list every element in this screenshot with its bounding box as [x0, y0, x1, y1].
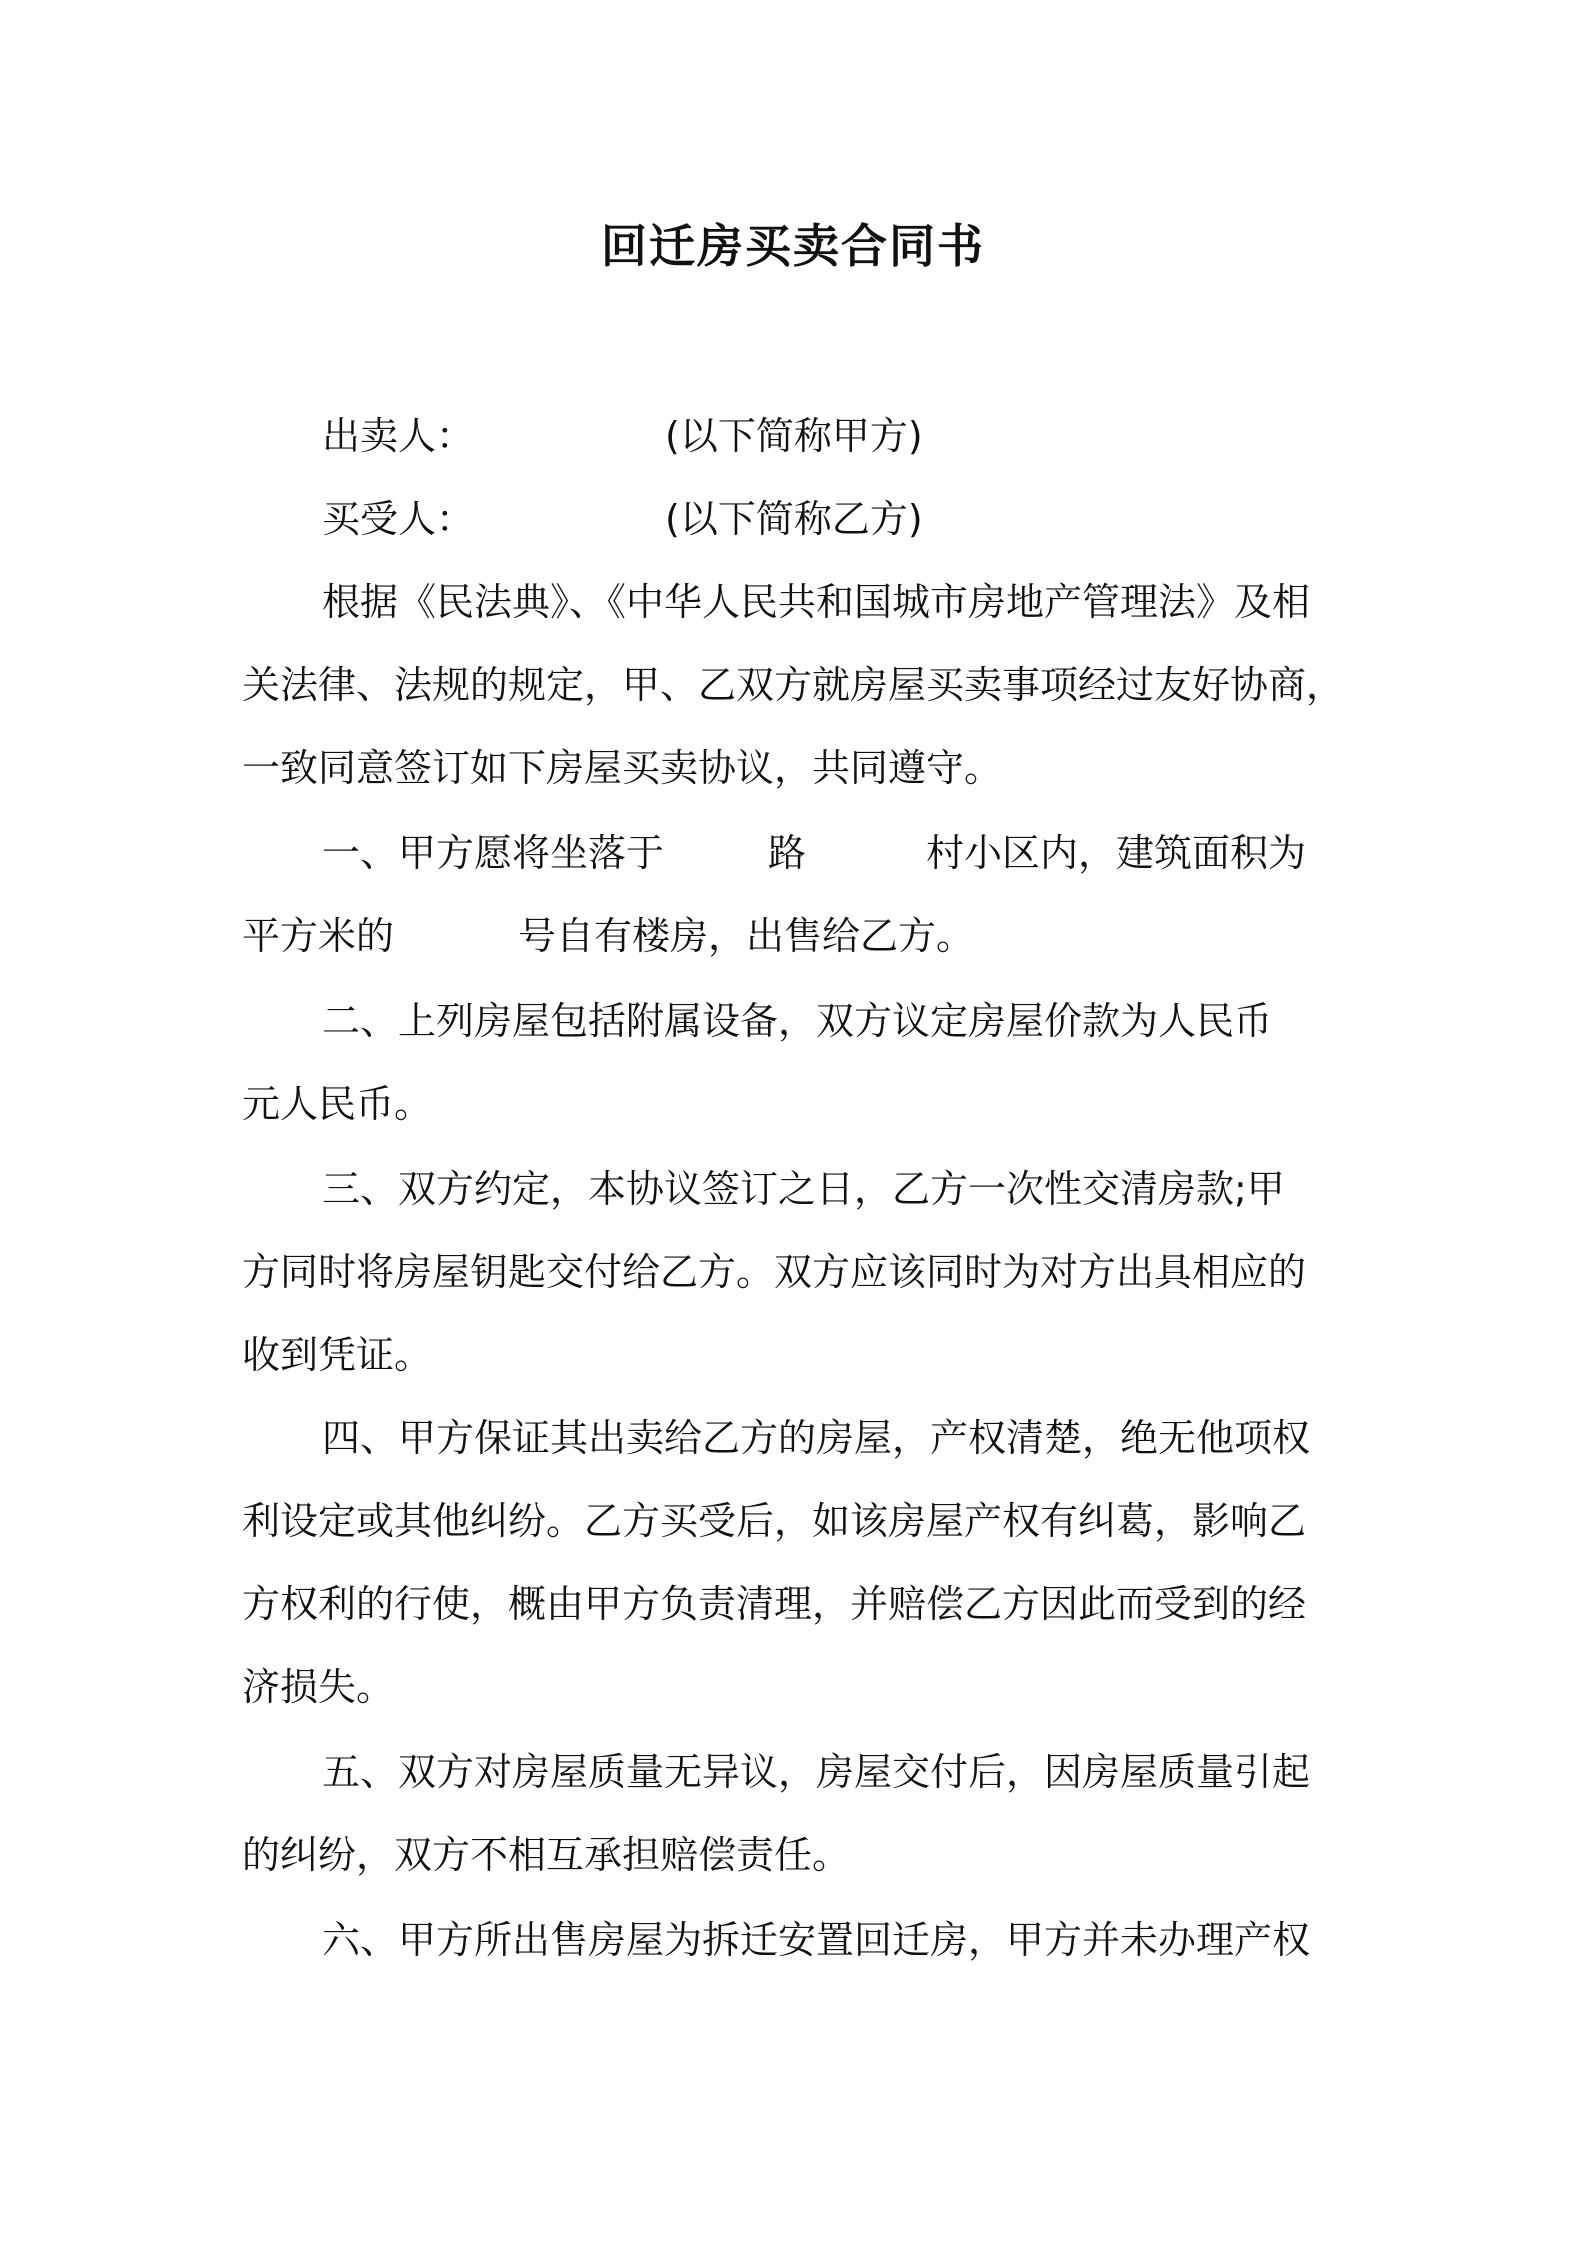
clause-1-text-a: 一、甲方愿将坐落于 [322, 831, 665, 875]
preamble-line-1: 根据《民法典》、《中华人民共和国城市房地产管理法》及相 [322, 580, 1311, 624]
clause-3-line-2: 方同时将房屋钥匙交付给乙方。双方应该同时为对方出具相应的 [242, 1250, 1307, 1294]
clause-4-line-2: 利设定或其他纠纷。乙方买受后，如该房屋产权有纠葛，影响乙 [242, 1499, 1307, 1543]
clause-1-text-c: 村小区内，建筑面积为 [926, 831, 1307, 875]
clause-1-text-b: 路 [768, 831, 807, 875]
preamble-line-2: 关法律、法规的规定，甲、乙双方就房屋买卖事项经过友好协商， [242, 663, 1345, 707]
clause-1-line-2 [242, 908, 974, 964]
clause-4-line-1: 四、甲方保证其出卖给乙方的房屋，产权清楚，绝无他项权 [322, 1416, 1311, 1460]
preamble-line-3: 一致同意签订如下房屋买卖协议，共同遵守。 [242, 746, 1003, 790]
clause-2-line-1: 二、上列房屋包括附属设备，双方议定房屋价款为人民币 [322, 999, 1273, 1043]
clause-1-text-d: 平方米的 [242, 914, 395, 958]
clause-5-line-2: 的纠纷，双方不相互承担赔偿责任。 [242, 1833, 851, 1877]
clause-3-line-3: 收到凭证。 [242, 1333, 433, 1377]
buyer-note: (以下简称乙方) [665, 497, 923, 541]
clause-3-line-1: 三、双方约定，本协议签订之日，乙方一次性交清房款;甲 [322, 1167, 1285, 1211]
clause-5-line-1: 五、双方对房屋质量无异议，房屋交付后，因房屋质量引起 [322, 1750, 1311, 1794]
clause-6-line-1: 六、甲方所出售房屋为拆迁安置回迁房，甲方并未办理产权 [322, 1918, 1311, 1962]
buyer-label: 买受人： [322, 497, 475, 541]
seller-label: 出卖人： [322, 414, 475, 458]
document-title: 回迁房买卖合同书 [601, 219, 985, 273]
clause-2-line-2: 元人民币。 [242, 1082, 433, 1126]
clause-4-line-3: 方权利的行使，概由甲方负责清理，并赔偿乙方因此而受到的经 [242, 1582, 1307, 1626]
clause-1-text-e: 号自有楼房，出售给乙方。 [518, 914, 975, 958]
clause-4-line-4: 济损失。 [242, 1665, 395, 1709]
seller-note: (以下简称甲方) [665, 414, 923, 458]
clause-1-line-1 [322, 825, 1306, 881]
